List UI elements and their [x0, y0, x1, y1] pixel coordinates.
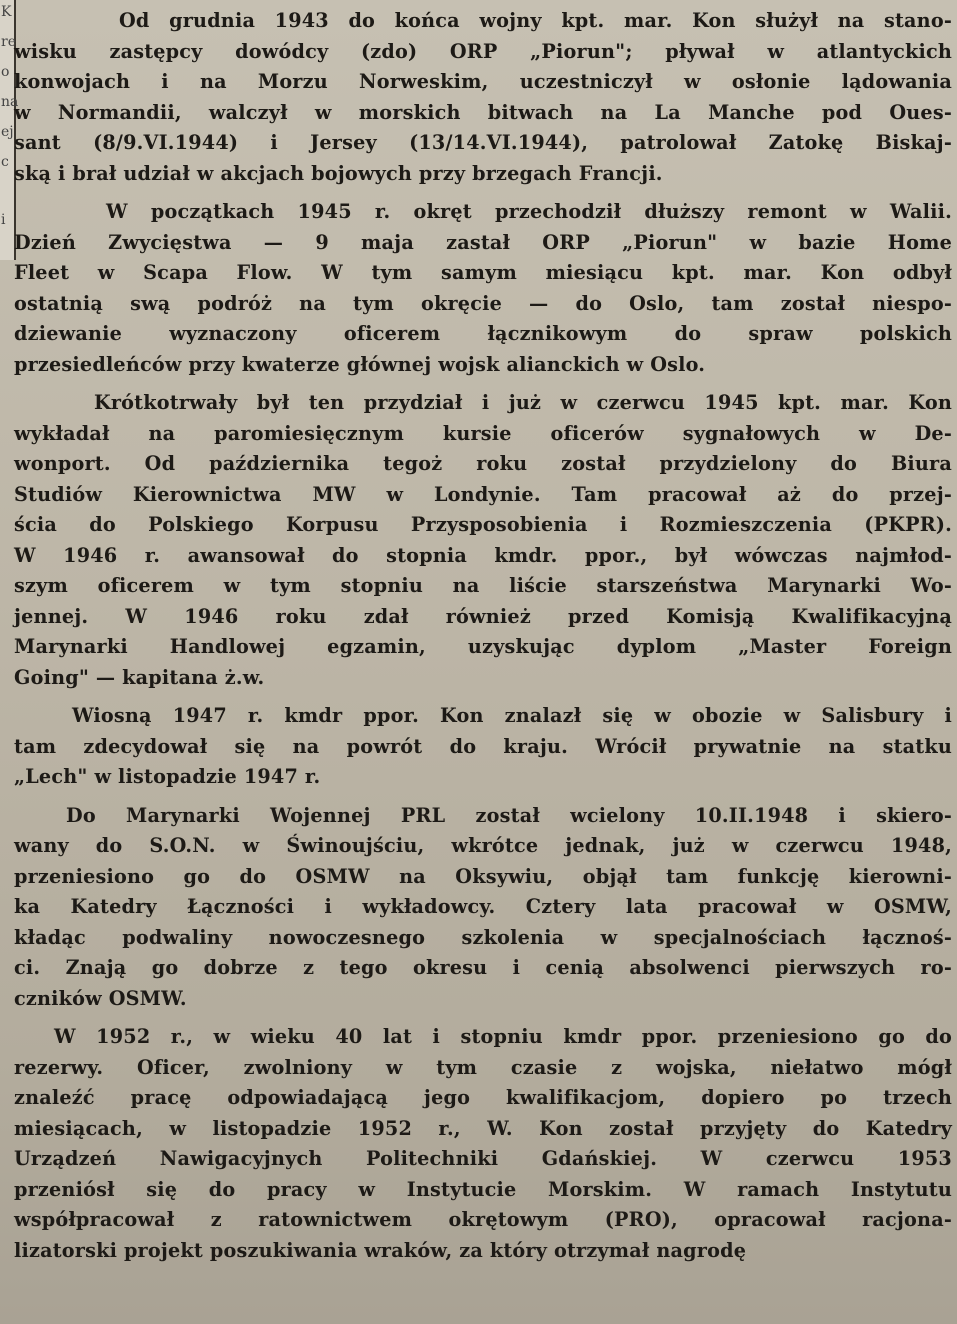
text-line: czników OSMW.: [14, 986, 187, 1010]
text-line: Urządzeń Nawigacyjnych Politechniki Gdańskiej. W czerwcu 1953: [14, 1147, 952, 1170]
margin-fragment: K: [1, 4, 12, 20]
margin-fragment: ej: [1, 124, 14, 140]
text-line: Dzień Zwycięstwa — 9 maja zastał ORP „Piorun" w bazie Home: [14, 230, 952, 254]
paragraph: [14, 801, 952, 1015]
margin-fragment: i: [1, 212, 6, 228]
text-line: sant (8/9.VI.1944) i Jersey (13/14.VI.1944), patrolował Zatokę Biskaj-: [14, 131, 952, 154]
text-line: rezerwy. Oficer, zwolniony w tym czasie z wojska, niełatwo mógł: [14, 1055, 952, 1079]
text-line: W początkach 1945 r. okręt przechodził dłuższy remont w Walii.: [106, 200, 952, 223]
text-line: W 1952 r., w wieku 40 lat i stopniu kmdr ppor. przeniesiono go do: [54, 1025, 952, 1048]
paragraph: [14, 1022, 952, 1266]
text-line: ścia do Polskiego Korpusu Przysposobienia i Rozmieszczenia (PKPR).: [14, 513, 952, 536]
text-line: ci. Znają go dobrze z tego okresu i cenią absolwenci pierwszych ro-: [14, 956, 952, 979]
text-line: Fleet w Scapa Flow. W tym samym miesiącu kpt. mar. Kon odbył: [14, 261, 952, 284]
text-line: W 1946 r. awansował do stopnia kmdr. ppor., był wówczas najmłod-: [14, 543, 952, 567]
text-line: Od grudnia 1943 do końca wojny kpt. mar. Kon służył na stano-: [119, 9, 952, 32]
text-line: wany do S.O.N. w Świnoujściu, wkrótce jednak, już w czerwcu 1948,: [14, 834, 952, 857]
paragraph: [14, 197, 952, 380]
text-line: miesiącach, w listopadzie 1952 r., W. Kon został przyjęty do Katedry: [14, 1116, 952, 1140]
paragraph: [14, 6, 952, 189]
text-line: Krótkotrwały był ten przydział i już w czerwcu 1945 kpt. mar. Kon: [94, 391, 952, 414]
margin-fragment: na: [1, 94, 19, 110]
text-line: ską i brał udział w akcjach bojowych przy brzegach Francji.: [14, 161, 663, 185]
text-line: przesiedleńców przy kwaterze głównej wojsk alianckich w Oslo.: [14, 352, 706, 376]
text-line: wisku zastępcy dowódcy (zdo) ORP „Piorun"; pływał w atlantyckich: [14, 39, 952, 63]
text-line: ka Katedry Łączności i wykładowcy. Cztery lata pracował w OSMW,: [14, 895, 952, 918]
text-line: współpracował z ratownictwem okrętowym (PRO), opracował racjona-: [14, 1208, 952, 1231]
text-line: Studiów Kierownictwa MW w Londynie. Tam pracował aż do przej-: [14, 482, 952, 506]
text-line: tam zdecydował się na powrót do kraju. Wrócił prywatnie na statku: [14, 734, 952, 758]
text-line: lizatorski projekt poszukiwania wraków, za który otrzymał nagrodę: [14, 1238, 747, 1262]
margin-fragment: c: [1, 154, 9, 170]
paragraph: [14, 701, 952, 793]
text-line: ostatnią swą podróż na tym okręcie — do Oslo, tam został niespo-: [14, 291, 952, 315]
text-line: przeniesiono go do OSMW na Oksywiu, objął tam funkcję kierowni-: [14, 864, 952, 888]
text-line: znaleźć pracę odpowiadającą jego kwalifikacjom, dopiero po trzech: [14, 1086, 952, 1109]
text-line: dziewanie wyznaczony oficerem łącznikowym do spraw polskich: [14, 322, 952, 345]
text-line: szym oficerem w tym stopniu na liście starszeństwa Marynarki Wo-: [14, 574, 952, 597]
text-line: przeniósł się do pracy w Instytucie Morskim. W ramach Instytutu: [14, 1177, 952, 1201]
margin-fragment: o: [1, 64, 10, 80]
body-text: [14, 6, 952, 1274]
text-line: jennej. W 1946 roku zdał również przed Komisją Kwalifikacyjną: [14, 604, 952, 628]
text-line: konwojach i na Morzu Norweskim, uczestniczył w osłonie lądowania: [14, 70, 952, 93]
text-line: Going" — kapitana ż.w.: [14, 665, 265, 689]
text-line: Do Marynarki Wojennej PRL został wcielony 10.II.1948 i skiero-: [66, 803, 952, 827]
text-line: kładąc podwaliny nowoczesnego szkolenia w specjalnościach łącznoś-: [14, 925, 952, 949]
margin-fragment: re: [1, 34, 16, 50]
text-line: w Normandii, walczył w morskich bitwach na La Manche pod Oues-: [14, 100, 952, 124]
text-line: wonport. Od października tegoż roku został przydzielony do Biura: [14, 452, 952, 475]
paragraph: [14, 388, 952, 693]
text-line: Wiosną 1947 r. kmdr ppor. Kon znalazł się w obozie w Salisbury i: [72, 704, 952, 727]
text-line: „Lech" w listopadzie 1947 r.: [14, 765, 321, 788]
text-line: wykładał na paromiesięcznym kursie oficerów sygnałowych w De-: [14, 421, 952, 445]
text-line: Marynarki Handlowej egzamin, uzyskując dyplom „Master Foreign: [14, 635, 952, 658]
